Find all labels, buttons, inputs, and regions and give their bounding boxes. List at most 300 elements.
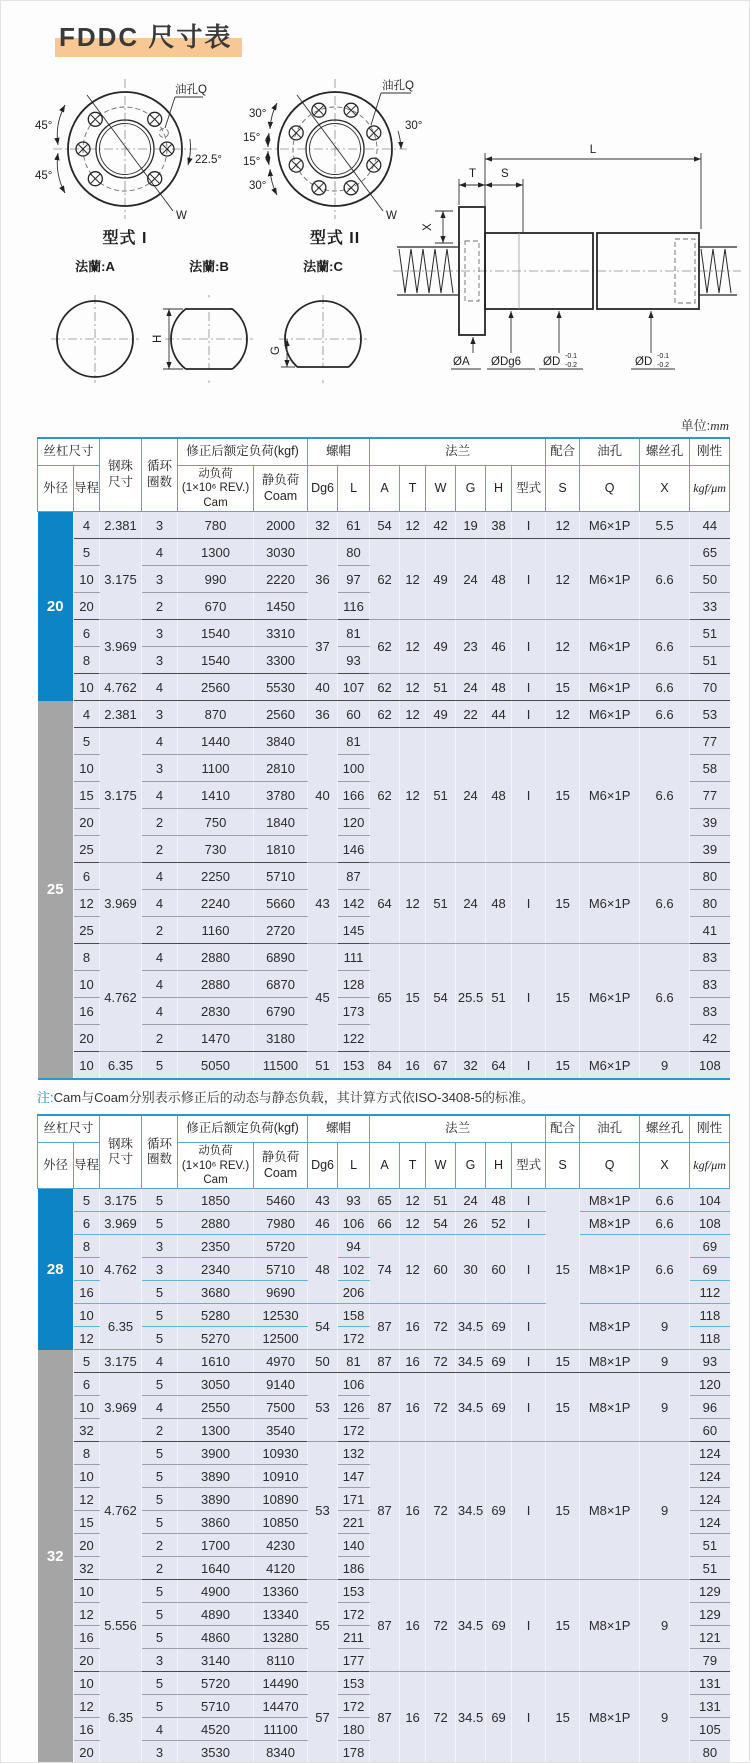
- table-cell: 15: [546, 674, 580, 701]
- table-row: [38, 1235, 730, 1258]
- table-cell: 60: [426, 1235, 456, 1304]
- table-cell: I: [512, 863, 546, 944]
- table-cell: 2000: [254, 512, 308, 539]
- footnote-prefix: 注:: [37, 1090, 54, 1106]
- table-cell: 3310: [254, 620, 308, 647]
- header-cell: 外径: [38, 466, 74, 512]
- table-cell: 83: [690, 944, 730, 971]
- table-cell: 49: [426, 539, 456, 620]
- table-cell: 64: [370, 863, 400, 944]
- table-cell: I: [512, 1373, 546, 1442]
- table-cell: 4: [74, 512, 100, 539]
- table-cell: 72: [426, 1350, 456, 1373]
- table-cell: 5: [142, 1281, 178, 1304]
- header-cell: S: [546, 466, 580, 512]
- table-cell: 67: [426, 1052, 456, 1080]
- table-cell: 6.6: [640, 701, 690, 728]
- table-cell: 6.6: [640, 1235, 690, 1304]
- table-cell: 34.5: [456, 1672, 486, 1763]
- table-cell: 81: [338, 728, 370, 755]
- table-cell: 106: [338, 1373, 370, 1396]
- table-cell: 37: [308, 620, 338, 674]
- table-row: [38, 1373, 730, 1396]
- table-cell: 84: [370, 1052, 400, 1080]
- table-cell: 10: [74, 971, 100, 998]
- table-cell: 221: [338, 1511, 370, 1534]
- table-cell: 4: [142, 863, 178, 890]
- table-row: [38, 539, 730, 566]
- table-cell: 10: [74, 566, 100, 593]
- table-row: [38, 1052, 730, 1080]
- technical-drawings: [37, 61, 731, 413]
- table-cell: 146: [338, 836, 370, 863]
- tolerance-lower2: -0.2: [657, 362, 670, 369]
- table-cell: 2560: [178, 674, 254, 701]
- dim-label-T: T: [469, 168, 477, 180]
- table-cell: 120: [338, 809, 370, 836]
- header-cell: Q: [580, 466, 640, 512]
- table-cell: 5.556: [100, 1580, 142, 1672]
- table-cell: 3050: [178, 1373, 254, 1396]
- table-cell: 5050: [178, 1052, 254, 1080]
- table-cell: 5710: [254, 863, 308, 890]
- table-cell: 51: [426, 674, 456, 701]
- table-cell: 20: [74, 1534, 100, 1557]
- table-cell: 3: [142, 701, 178, 728]
- table-cell: 34.5: [456, 1350, 486, 1373]
- header-cell: W: [426, 466, 456, 512]
- table-cell: 3: [142, 755, 178, 782]
- angle-label-15-bottom: 15°: [243, 156, 261, 168]
- flange-c-caption: 法蘭:C: [303, 259, 343, 274]
- header-cell: 螺丝孔: [640, 1115, 690, 1143]
- table-cell: 12: [400, 539, 426, 620]
- header-cell: 油孔: [580, 1115, 640, 1143]
- table-cell: 12500: [254, 1327, 308, 1350]
- table-cell: 3.175: [100, 728, 142, 863]
- table-cell: 83: [690, 998, 730, 1025]
- table-cell: 62: [370, 674, 400, 701]
- dim-label-S: S: [501, 168, 509, 180]
- table-row: [38, 1212, 730, 1235]
- table-cell: 120: [690, 1373, 730, 1396]
- flange-front-view-type1: [25, 69, 237, 249]
- table-cell: 153: [338, 1672, 370, 1695]
- table-cell: 111: [338, 944, 370, 971]
- table-cell: 57: [308, 1672, 338, 1763]
- unit-note: [37, 415, 729, 434]
- table-cell: 158: [338, 1304, 370, 1327]
- table-cell: 12: [74, 1488, 100, 1511]
- table-cell: 118: [690, 1304, 730, 1327]
- header-cell: 螺帽: [308, 438, 370, 466]
- table-cell: M6×1P: [580, 674, 640, 701]
- table-cell: 128: [338, 971, 370, 998]
- table-cell: M6×1P: [580, 512, 640, 539]
- table-cell: M6×1P: [580, 863, 640, 944]
- table-cell: 5: [142, 1212, 178, 1235]
- table-cell: 4.762: [100, 944, 142, 1052]
- table-cell: 5.5: [640, 512, 690, 539]
- table-cell: 43: [308, 863, 338, 944]
- table-cell: 3780: [254, 782, 308, 809]
- table-cell: 5720: [254, 1235, 308, 1258]
- table-cell: 4: [142, 539, 178, 566]
- table-cell: 2: [142, 1025, 178, 1052]
- table-cell: 6: [74, 620, 100, 647]
- table-cell: 32: [308, 512, 338, 539]
- table-cell: 172: [338, 1695, 370, 1718]
- table-cell: 4900: [178, 1580, 254, 1603]
- table-cell: 51: [690, 1557, 730, 1580]
- table-cell: 1300: [178, 1419, 254, 1442]
- table-cell: 2880: [178, 971, 254, 998]
- table-cell: 3: [142, 1649, 178, 1672]
- table-cell: 16: [74, 1718, 100, 1741]
- table-cell: M8×1P: [580, 1189, 640, 1212]
- table-cell: 186: [338, 1557, 370, 1580]
- table-cell: 81: [338, 620, 370, 647]
- table-cell: 10: [74, 1672, 100, 1695]
- header-cell: 导程: [74, 1143, 100, 1189]
- table-cell: 14470: [254, 1695, 308, 1718]
- table-cell: 3: [142, 647, 178, 674]
- table-cell: 44: [486, 701, 512, 728]
- table-cell: 3540: [254, 1419, 308, 1442]
- table-cell: 51: [308, 1052, 338, 1080]
- table-cell: 13360: [254, 1580, 308, 1603]
- table-cell: 1540: [178, 647, 254, 674]
- table-cell: 20: [74, 593, 100, 620]
- table-cell: 13280: [254, 1626, 308, 1649]
- table-cell: 10: [74, 1304, 100, 1327]
- table-cell: 870: [178, 701, 254, 728]
- table-cell: 4860: [178, 1626, 254, 1649]
- header-cell: 刚性: [690, 438, 730, 466]
- table-cell: 131: [690, 1672, 730, 1695]
- w-label: W: [176, 210, 187, 222]
- table-cell: 83: [690, 971, 730, 998]
- table-row: [38, 863, 730, 890]
- table-cell: 33: [690, 593, 730, 620]
- table-cell: 41: [690, 917, 730, 944]
- table-cell: 2350: [178, 1235, 254, 1258]
- table-cell: 72: [426, 1442, 456, 1580]
- table-cell: 1610: [178, 1350, 254, 1373]
- table-cell: 12: [400, 512, 426, 539]
- table-cell: 12: [400, 1235, 426, 1304]
- header-cell: 螺丝孔: [640, 438, 690, 466]
- table-cell: 6.35: [100, 1052, 142, 1080]
- table-cell: 2.381: [100, 512, 142, 539]
- table-cell: 12: [74, 890, 100, 917]
- table-cell: 66: [370, 1212, 400, 1235]
- header-cell: S: [546, 1143, 580, 1189]
- od-section-label: 25: [38, 701, 74, 1080]
- header-cell: T: [400, 1143, 426, 1189]
- table-cell: 80: [338, 539, 370, 566]
- unit-value: mm: [710, 418, 729, 433]
- table-cell: 3: [142, 1741, 178, 1763]
- table-cell: M8×1P: [580, 1304, 640, 1350]
- table-cell: 8: [74, 1235, 100, 1258]
- od-section-label: 20: [38, 512, 74, 701]
- table-cell: 12: [400, 620, 426, 674]
- table-cell: 10: [74, 1580, 100, 1603]
- header-cell: Dg6: [308, 1143, 338, 1189]
- table-cell: 4.762: [100, 1442, 142, 1580]
- table-cell: 5: [142, 1465, 178, 1488]
- table-cell: 6.6: [640, 1212, 690, 1235]
- dimension-table-2: [37, 1114, 730, 1763]
- table-cell: 15: [546, 1350, 580, 1373]
- table-cell: I: [512, 539, 546, 620]
- header-cell: 丝杠尺寸: [38, 1115, 100, 1143]
- table-cell: 4.762: [100, 1235, 142, 1304]
- table-cell: 81: [338, 1350, 370, 1373]
- oil-hole-label: 油孔Q: [175, 84, 207, 96]
- table-cell: 38: [486, 512, 512, 539]
- table-cell: 1450: [254, 593, 308, 620]
- table-cell: 3.175: [100, 1189, 142, 1212]
- table-cell: 3890: [178, 1488, 254, 1511]
- table-cell: 87: [370, 1442, 400, 1580]
- table-cell: 4230: [254, 1534, 308, 1557]
- table-cell: I: [512, 674, 546, 701]
- table-cell: 1640: [178, 1557, 254, 1580]
- table-cell: 5: [142, 1695, 178, 1718]
- table-cell: 153: [338, 1052, 370, 1080]
- table-cell: 4: [142, 1396, 178, 1419]
- table-cell: 1410: [178, 782, 254, 809]
- table-cell: 69: [486, 1442, 512, 1580]
- header-cell: 循环 圈数: [142, 438, 178, 512]
- angle-label-45-bottom: 45°: [35, 170, 53, 182]
- header-cell: 静负荷 Coam: [254, 466, 308, 512]
- header-cell: A: [370, 1143, 400, 1189]
- header-cell: 静负荷 Coam: [254, 1143, 308, 1189]
- tolerance-lower: -0.2: [565, 362, 578, 369]
- table-cell: 15: [546, 1052, 580, 1080]
- table-cell: 15: [546, 944, 580, 1052]
- table-cell: 49: [426, 620, 456, 674]
- table-cell: 8: [74, 944, 100, 971]
- table-cell: 3: [142, 1258, 178, 1281]
- table-cell: 69: [486, 1672, 512, 1763]
- type1-caption: 型式 I: [102, 230, 148, 247]
- table-cell: 4: [142, 728, 178, 755]
- header-row: [38, 1115, 730, 1143]
- table-cell: 96: [690, 1396, 730, 1419]
- table-cell: 15: [546, 1373, 580, 1442]
- table-cell: 180: [338, 1718, 370, 1741]
- dim-label-L: L: [589, 144, 597, 156]
- table-cell: 8340: [254, 1741, 308, 1763]
- table-cell: 5660: [254, 890, 308, 917]
- table-cell: 93: [690, 1350, 730, 1373]
- table-cell: 750: [178, 809, 254, 836]
- table-cell: 5: [142, 1580, 178, 1603]
- table-cell: I: [512, 1304, 546, 1350]
- table-cell: 34.5: [456, 1580, 486, 1672]
- table-cell: 79: [690, 1649, 730, 1672]
- table-row: [38, 674, 730, 701]
- table-cell: 3.969: [100, 1212, 142, 1235]
- table-cell: 129: [690, 1603, 730, 1626]
- table-cell: 990: [178, 566, 254, 593]
- table-cell: 131: [690, 1695, 730, 1718]
- table-cell: 12530: [254, 1304, 308, 1327]
- header-cell: G: [456, 1143, 486, 1189]
- header-cell: 导程: [74, 466, 100, 512]
- table-cell: I: [512, 728, 546, 863]
- table-cell: 53: [308, 1373, 338, 1442]
- table-cell: 42: [426, 512, 456, 539]
- table-cell: 12: [400, 728, 426, 863]
- table-cell: 4970: [254, 1350, 308, 1373]
- table-cell: 3860: [178, 1511, 254, 1534]
- angle-label-45-top: 45°: [35, 120, 53, 132]
- table-cell: 5280: [178, 1304, 254, 1327]
- flange-b-caption: 法蘭:B: [189, 259, 229, 274]
- table-cell: 64: [486, 1052, 512, 1080]
- table-cell: 112: [690, 1281, 730, 1304]
- table-cell: 10: [74, 1258, 100, 1281]
- header-cell: 钢珠 尺寸: [100, 438, 142, 512]
- table-cell: 5: [142, 1052, 178, 1080]
- table-cell: 177: [338, 1649, 370, 1672]
- angle-label-22-5: 22.5°: [195, 154, 222, 166]
- table-cell: M8×1P: [580, 1373, 640, 1442]
- header-cell: 外径: [38, 1143, 74, 1189]
- table-cell: I: [512, 1442, 546, 1580]
- dim-label-X: X: [422, 223, 434, 231]
- table-cell: 1840: [254, 809, 308, 836]
- table-cell: 51: [690, 1534, 730, 1557]
- header-cell: L: [338, 1143, 370, 1189]
- table-row: [38, 512, 730, 539]
- table-cell: 6.6: [640, 944, 690, 1052]
- table-cell: 2220: [254, 566, 308, 593]
- table-cell: 145: [338, 917, 370, 944]
- table-cell: 25: [74, 836, 100, 863]
- table-cell: 2560: [254, 701, 308, 728]
- table-cell: 4.762: [100, 674, 142, 701]
- table-cell: 20: [74, 1025, 100, 1052]
- table-cell: 211: [338, 1626, 370, 1649]
- table-cell: 9: [640, 1373, 690, 1442]
- table-cell: 3840: [254, 728, 308, 755]
- table-cell: 172: [338, 1419, 370, 1442]
- table-cell: I: [512, 1212, 546, 1235]
- table-cell: 65: [370, 1189, 400, 1212]
- flange-shape-variants: [33, 257, 369, 409]
- table-cell: 12: [400, 1189, 426, 1212]
- table-cell: 50: [308, 1350, 338, 1373]
- angle-label-30-top: 30°: [249, 108, 267, 120]
- od-section-label: 32: [38, 1350, 74, 1763]
- table-cell: 15: [400, 944, 426, 1052]
- table-cell: 5: [142, 1327, 178, 1350]
- table-cell: 36: [308, 539, 338, 620]
- table-cell: 16: [400, 1580, 426, 1672]
- header-cell: Q: [580, 1143, 640, 1189]
- table-cell: 5460: [254, 1189, 308, 1212]
- table-cell: 39: [690, 836, 730, 863]
- table-cell: 3.969: [100, 863, 142, 944]
- table-cell: 116: [338, 593, 370, 620]
- header-cell: Dg6: [308, 466, 338, 512]
- table-cell: M8×1P: [580, 1235, 640, 1304]
- table-cell: 178: [338, 1741, 370, 1763]
- table-cell: 2720: [254, 917, 308, 944]
- table-cell: 9: [640, 1672, 690, 1763]
- table-cell: 48: [486, 728, 512, 863]
- header-cell: 法兰: [370, 438, 546, 466]
- table-cell: 6: [74, 863, 100, 890]
- table-cell: 87: [370, 1672, 400, 1763]
- footnote: [37, 1087, 737, 1106]
- table-cell: 118: [690, 1327, 730, 1350]
- table-cell: 1700: [178, 1534, 254, 1557]
- table-cell: 173: [338, 998, 370, 1025]
- table-cell: 5710: [178, 1695, 254, 1718]
- dim-label-dA: ØA: [453, 356, 470, 368]
- table-cell: 5: [74, 728, 100, 755]
- table-cell: 93: [338, 647, 370, 674]
- table-cell: 87: [370, 1373, 400, 1442]
- table-cell: 50: [690, 566, 730, 593]
- table-cell: 72: [426, 1672, 456, 1763]
- angle-label-30-right: 30°: [405, 120, 423, 132]
- table-cell: 108: [690, 1212, 730, 1235]
- table-cell: 5: [142, 1672, 178, 1695]
- header-cell: 配合: [546, 438, 580, 466]
- table-cell: 25: [74, 917, 100, 944]
- table-cell: 16: [74, 998, 100, 1025]
- table-cell: 5: [142, 1626, 178, 1649]
- table-cell: 94: [338, 1235, 370, 1258]
- table-cell: 6.35: [100, 1304, 142, 1350]
- table-cell: 4: [142, 971, 178, 998]
- table-cell: 4120: [254, 1557, 308, 1580]
- table-cell: 61: [338, 512, 370, 539]
- table-cell: 51: [690, 620, 730, 647]
- table-cell: I: [512, 1189, 546, 1212]
- tolerance-upper: -0.1: [565, 353, 578, 360]
- table-cell: 9: [640, 1442, 690, 1580]
- table-cell: 40: [308, 674, 338, 701]
- table-cell: 4: [142, 944, 178, 971]
- table-cell: 5: [142, 1189, 178, 1212]
- table-cell: 62: [370, 539, 400, 620]
- table-cell: 12: [74, 1695, 100, 1718]
- table-cell: 3: [142, 512, 178, 539]
- table-cell: 6: [74, 1212, 100, 1235]
- table-cell: 5: [142, 1603, 178, 1626]
- table-cell: 2340: [178, 1258, 254, 1281]
- table-cell: 69: [486, 1580, 512, 1672]
- table-cell: 10: [74, 755, 100, 782]
- table-cell: 12: [546, 539, 580, 620]
- table-row: [38, 1442, 730, 1465]
- table-cell: 24: [456, 728, 486, 863]
- table-cell: 5: [142, 1373, 178, 1396]
- page-title: FDDC 尺寸表: [55, 17, 242, 57]
- header-cell: 型式: [512, 466, 546, 512]
- table-cell: 49: [426, 701, 456, 728]
- table-cell: 6.6: [640, 1189, 690, 1212]
